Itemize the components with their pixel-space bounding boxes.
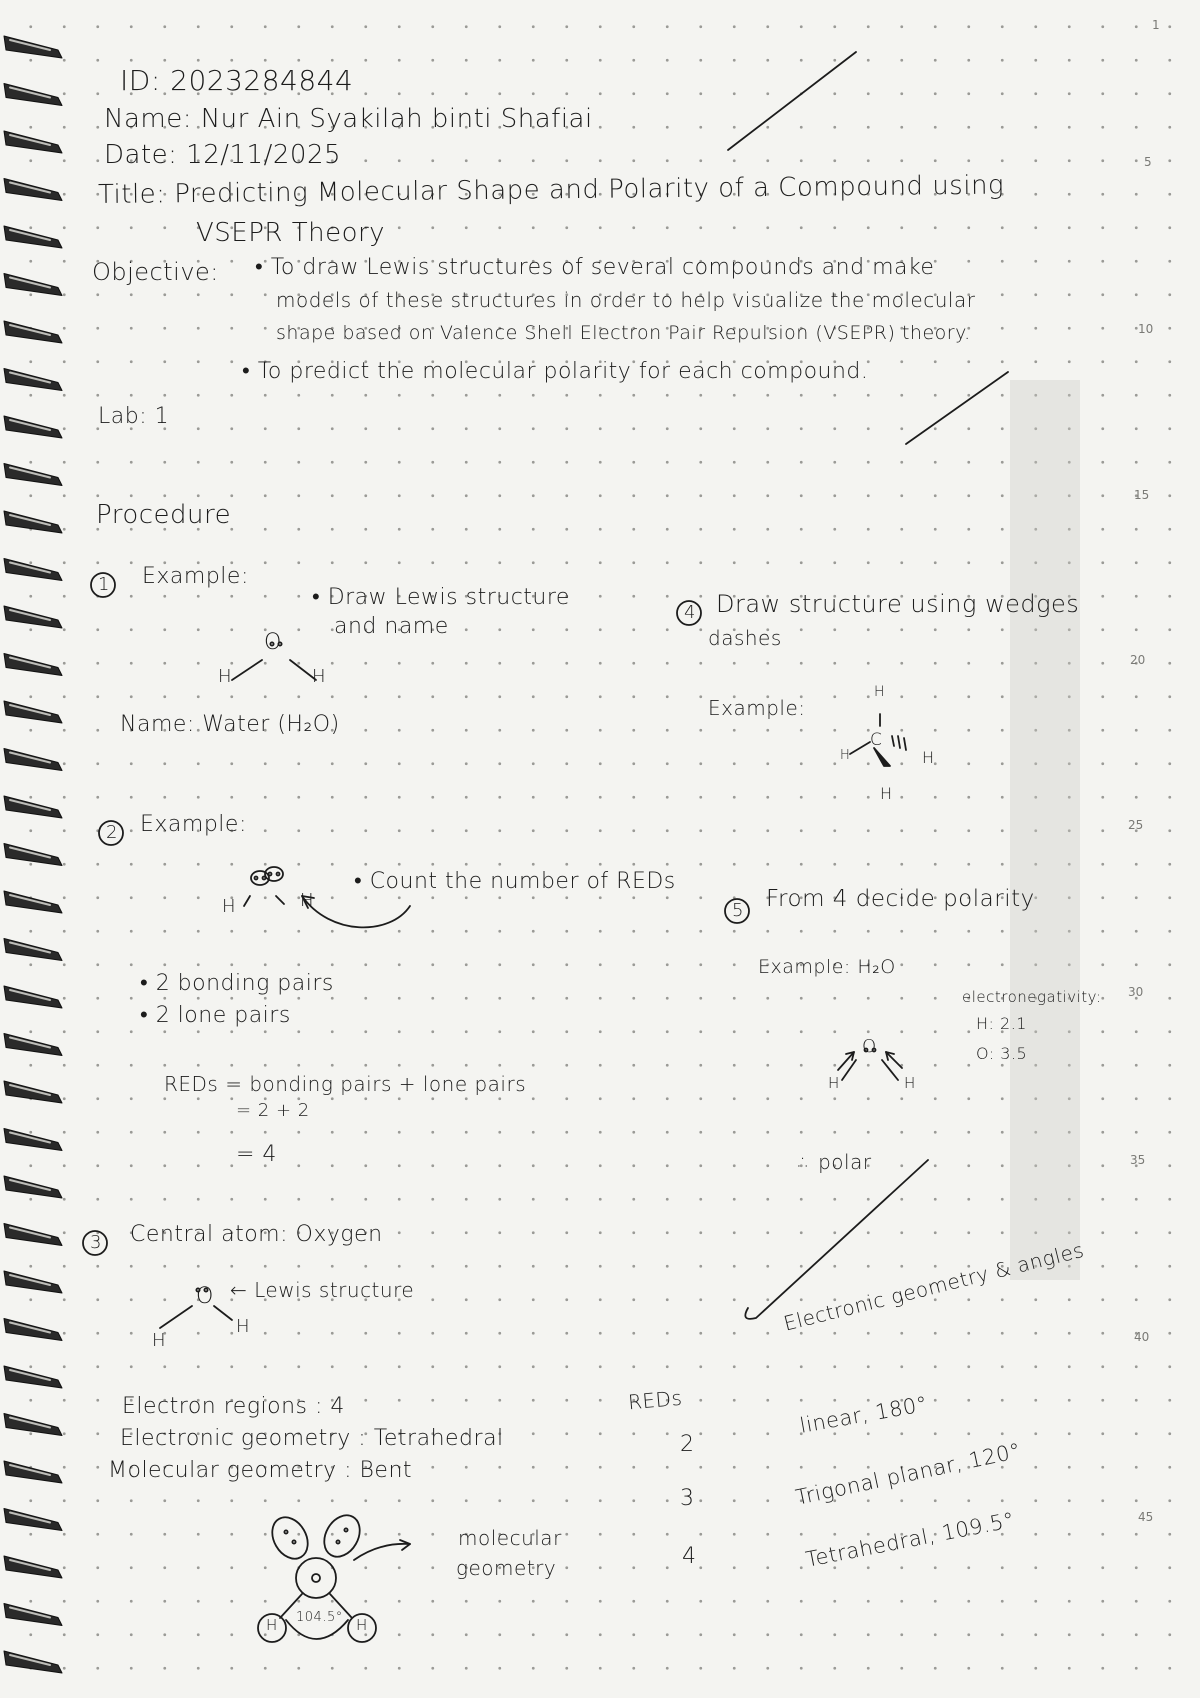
step1-water-name: Name: Water (H₂O)	[120, 712, 340, 737]
atom-oxygen: O	[264, 630, 282, 655]
table-row-geometry: linear, 180°	[797, 1391, 930, 1438]
objective-line: • To draw Lewis structures of several compounds and make	[255, 255, 935, 280]
page-number: 20	[1130, 653, 1146, 667]
electronegativity-o: O: 3.5	[976, 1044, 1028, 1063]
step1-note-cont: and name	[334, 614, 449, 639]
procedure-heading: Procedure	[96, 500, 232, 530]
lab-number: Lab: 1	[98, 404, 170, 429]
page-number: 35	[1130, 1153, 1146, 1167]
table-row-geometry: Trigonal planar, 120°	[793, 1438, 1024, 1510]
atom-hydrogen: H	[880, 784, 893, 803]
step4-example-label: Example:	[708, 696, 806, 720]
table-row-geometry: Tetrahedral, 109.5°	[803, 1507, 1017, 1572]
step-number: 2	[106, 822, 118, 843]
molecular-geometry: Molecular geometry : Bent	[108, 1458, 413, 1483]
bonding-pairs: • 2 bonding pairs	[140, 971, 334, 996]
model-note: molecular	[458, 1526, 562, 1550]
objective-line: models of these structures in order to help visualize the molecular	[276, 288, 976, 312]
page-number: 45	[1138, 1510, 1154, 1524]
atom-hydrogen: H	[356, 1616, 368, 1634]
central-atom: Central atom: Oxygen	[130, 1222, 383, 1247]
page-number: 30	[1128, 985, 1144, 999]
step1-note: • Draw Lewis structure	[312, 585, 570, 610]
report-title-cont: VSEPR Theory	[196, 218, 386, 248]
reds-formula: REDs = bonding pairs + lone pairs	[164, 1072, 527, 1096]
table-row-reds: 4	[682, 1544, 697, 1569]
model-note-cont: geometry	[456, 1556, 557, 1580]
student-name: Name: Nur Ain Syakilah binti Shafiai	[104, 104, 593, 134]
step5-example: Example: H₂O	[758, 956, 896, 978]
polarity-conclusion: ∴ polar	[798, 1150, 872, 1174]
atom-hydrogen: H	[300, 890, 315, 911]
bond-angle: 104.5°	[296, 1610, 343, 1625]
atom-hydrogen: H	[222, 896, 237, 917]
reds-result: = 4	[236, 1142, 277, 1167]
table-row-reds: 3	[680, 1486, 695, 1511]
electronegativity-label: electronegativity:	[962, 988, 1102, 1006]
step4-text-cont: dashes	[708, 626, 782, 650]
reds-sum: = 2 + 2	[236, 1100, 310, 1121]
step-label: Example:	[140, 812, 247, 837]
page-number: 1	[1152, 18, 1160, 32]
atom-hydrogen: H	[840, 748, 851, 763]
lewis-structure-note: ← Lewis structure	[230, 1278, 415, 1302]
page-number: 15	[1134, 488, 1150, 502]
electronegativity-h: H: 2.1	[976, 1014, 1027, 1033]
report-title: Title: Predicting Molecular Shape and Polarity of a Compound using	[97, 170, 1005, 210]
objective-label: Objective:	[92, 258, 219, 286]
atom-hydrogen: H	[312, 666, 327, 687]
atom-hydrogen: H	[266, 1616, 278, 1634]
atom-oxygen: O	[196, 1284, 214, 1309]
atom-hydrogen: H	[152, 1330, 167, 1351]
step-number: 5	[732, 900, 744, 921]
atom-hydrogen: H	[236, 1316, 251, 1337]
page-number: 25	[1128, 818, 1144, 832]
page-number: 40	[1134, 1330, 1150, 1344]
step-label: Example:	[142, 564, 249, 589]
atom-hydrogen: H	[874, 684, 886, 700]
table-header-geometry: Electronic geometry & angles	[781, 1237, 1087, 1336]
step4-text: Draw structure using wedges	[716, 590, 1080, 618]
lone-pairs: • 2 lone pairs	[140, 1003, 291, 1028]
electronic-geometry: Electronic geometry : Tetrahedral	[120, 1426, 504, 1451]
objective-line: • To predict the molecular polarity for each compound.	[242, 359, 869, 384]
objective-line: shape based on Valence Shell Electron Pair Repulsion (VSEPR) theory.	[276, 322, 971, 344]
page-number: 5	[1144, 155, 1152, 169]
atom-hydrogen: H	[218, 666, 233, 687]
atom-oxygen: O	[862, 1036, 877, 1057]
atom-carbon: C	[870, 730, 883, 750]
step2-count-note: • Count the number of REDs	[354, 869, 676, 894]
page-number: 10	[1138, 322, 1154, 336]
student-id: ID: 2023284844	[120, 64, 354, 97]
step-number: 1	[98, 574, 110, 595]
report-date: Date: 12/11/2025	[104, 140, 342, 170]
table-row-reds: 2	[680, 1432, 695, 1457]
step-number: 4	[684, 602, 696, 623]
step-number: 3	[90, 1232, 102, 1253]
table-header-reds: REDs	[627, 1385, 684, 1415]
electron-regions: Electron regions : 4	[122, 1394, 345, 1419]
atom-hydrogen: H	[828, 1074, 840, 1092]
atom-hydrogen: H	[904, 1074, 916, 1092]
step5-text: From 4 decide polarity	[766, 886, 1035, 912]
atom-hydrogen: H	[922, 748, 935, 767]
